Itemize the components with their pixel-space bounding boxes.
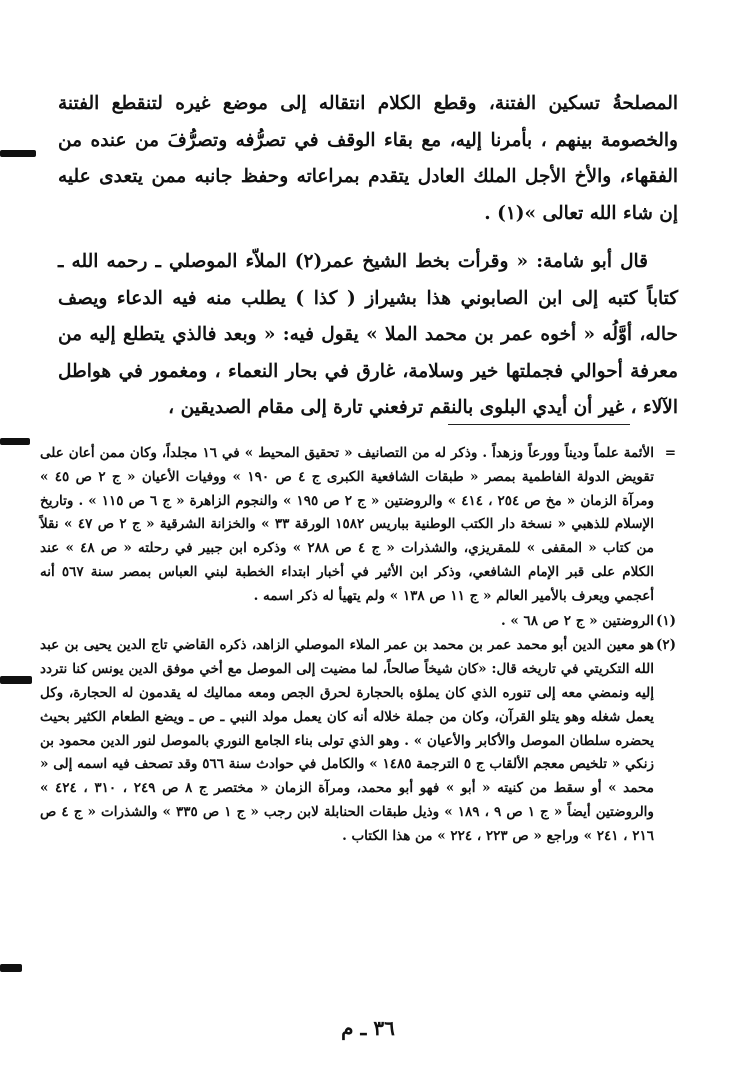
footnote-2-mark: (٢) — [655, 637, 676, 654]
page-number: ٣٦ ـ م — [341, 1016, 395, 1040]
footnote-2 — [40, 634, 676, 848]
scan-edge-mark — [0, 964, 22, 972]
scan-edge-mark — [0, 676, 32, 684]
main-text — [58, 86, 678, 427]
footnote-continuation — [40, 442, 676, 609]
footnote-divider — [448, 424, 630, 425]
footnote-1-mark: (١) — [655, 612, 676, 629]
footnote-2-text: هو معين الدين أبو محمد عمر بن محمد بن عمر الملاء الموصلي الزاهد، ذكره القاضي تاج الدين يحيى بن عبد الله التكريتي في تاريخه قال: «كان شيخاً صالحاً، لما مضيت إلى الموصل مع أخي موفق الدين يونس كنا نتردد إليه ونمضي معه إلى تنوره الذي كان يملؤه بالحجارة لحرق الجص ومعه مماليك له يقدمون له الحجارة، وكل يعمل شغله وهو يتلو القرآن، وكان من جملة خلاله أنه كان يعمل مولد النبي ـ ص ـ ويضع الطعام الكثير بحيث يحضره سلطان الموصل والأكابر والأعيان » . وهو الذي تولى بناء الجامع النوري بالموصل لنور الدين محمود بن زنكي « تلخيص معجم الألقاب ج ٥ الترجمة ١٤٨٥ » والكامل في حوادث سنة ٥٦٦ وقد تصحف فيه اسمه إلى « محمد » أو سقط من كنيته « أبو » فهو أبو محمد، ومرآة الزمان « مختصر ج ٨ ص ٢٤٩ ، ٣١٠ ، ٤٢٤ » والروضتين أيضاً « ج ١ ص ٩ ، ١٨٩ » وذيل طبقات الحنابلة لابن رجب « ج ١ ص ٣٣٥ » والشذرات « ج ٤ ص ٢١٦ ، ٢٤١ » وراجع « ص ٢٢٣ ، ٢٢٤ » من هذا الكتاب . — [40, 637, 654, 844]
paragraph-1: المصلحةُ تسكين الفتنة، وقطع الكلام انتقاله إلى موضع غيره لتنقطع الفتنة والخصومة بينهم ، بأمرنا إليه، مع بقاء الوقف في تصرُّفه وتصرُّفَ من عنده من الفقهاء، والأخ الأجل الملك العادل يتقدم بمراعاته وحفظ جانبه ممن يتعدى عليه إن شاء الله تعالى »(١) . — [58, 93, 678, 224]
footnotes — [40, 442, 676, 849]
footnote-1 — [40, 610, 676, 634]
scan-edge-mark — [0, 150, 36, 157]
footnote-1-text: الروضتين « ج ٢ ص ٦٨ » . — [500, 612, 654, 629]
paragraph-2: قال أبو شامة: « وقرأت بخط الشيخ عمر(٢) الملاّء الموصلي ـ رحمه الله ـ كتاباً كتبه إلى ابن الصابوني هذا بشيراز ( كذا ) يطلب منه فيه الدعاء ويصف حاله، أوَّلُه « أخوه عمر بن محمد الملا » يقول فيه: « وبعد فالذي يتطلع إليه من معرفة أحوالي فجملتها خير وسلامة، غارق في بحار النعماء ، ومغمور في هواطل الآلاء ، غير أن أيدي البلوى بالنقم ترفعني تارة إلى مقام الصديقين ، — [58, 251, 678, 418]
continuation-mark: = — [664, 445, 676, 461]
footnote-continuation-text: الأئمة علماً وديناً وورعاً وزهداً . وذكر له من التصانيف « تحقيق المحيط » في ١٦ مجلداً، وكان ممن أعان على تقويض الدولة الفاطمية بمصر « طبقات الشافعية الكبرى ج ٤ ص ١٩٠ » ووفيات الأعيان « ج ٢ ص ٤٥ » ومرآة الزمان « مخ ص ٢٥٤ ، ٤١٤ » والروضتين « ج ٢ ص ١٩٥ » والنجوم الزاهرة « ج ٦ ص ١١٥ » . وتاريخ الإسلام للذهبي « نسخة دار الكتب الوطنية بباريس ١٥٨٢ الورقة ٣٣ » والخزانة الشرقية « ج ٢ ص ٤٧ » نقلاً من كتاب « المقفى » للمقريزي، والشذرات « ج ٤ ص ٢٨٨ » وذكره ابن جبير في رحلته « ص ٤٨ » عند الكلام على قبر الإمام الشافعي، وذكر ابن الأثير في أخبار ابتداء الخطبة لبني العباس بمصر سنة ٥٦٧ أنه أعجمي ويعرف بالأمير العالم « ج ١١ ص ١٣٨ » ولم يتهيأ له ذكر اسمه . — [40, 445, 655, 604]
scan-edge-mark — [0, 438, 30, 445]
